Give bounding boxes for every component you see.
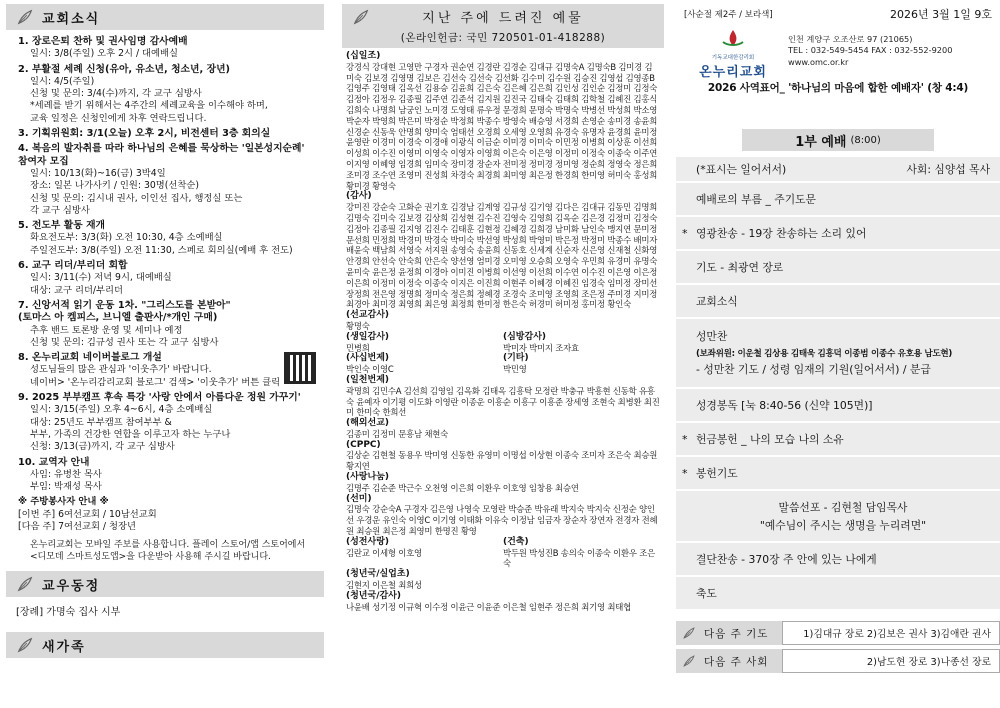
news-item-detail: 일시: 3/15(주일) 오후 4~6시, 4층 소예배실 대상: 25년도 부부캠프 참여부부 & 부부, 가족의 건강한 연합을 이루고자 하는 누구나 신청: 3/13(금)까지, 각 교구 심방사 (30, 404, 231, 453)
offering-category: (청년국/감사) (346, 590, 401, 601)
offering-names: 박인숙 이영C (346, 364, 394, 375)
news-item-title: 7. 신앙서적 읽기 운동 1차. "그리스도를 본받아" (토마스 아 켐피스, 브니엘 출판사/*개인 구매) (18, 299, 231, 324)
offering-category: (십일조) (346, 51, 381, 61)
worship-order-item (676, 285, 1000, 319)
worship-order-label: 축도 (696, 586, 717, 600)
offering-names: 나윤배 성기정 이규혁 이수정 이윤근 이윤준 이은철 임현주 정은희 최기영 최태협 (346, 601, 631, 612)
worship-order-label: * 헌금봉헌 _ 나의 모습 나의 소유 (696, 432, 844, 446)
next-week-label-box (676, 649, 782, 673)
offering-group (346, 591, 660, 613)
offering-names: 강경식 강대현 고영만 구경자 권순연 김경란 김경순 김대규 김명숙A 김명숙B 김미경 김미숙 김보경 김영명 김보은 김선숙 김선숙 김선화 김수미 김수원 김승진 김영섭 김영종B 김영주 김영태 김옥선 김용승 김윤희 김은숙 김은혜 김은희 김인성 김인순 김정미 김정숙 김정아 김정우 김종필 김주연 김준석 김지원 김진국 김태숙 김태희 김학철 김혜진 김홍식 김희숙 나명희 남궁인 노미경 도영태 류우정 문경희 문명숙 박명숙 박병선 박성희 박소영 박순자 박영희 박은미 박정순 박정희 박종수 방영숙 배승영 서경희 손영순 송미경 송윤희 신경순 신동욱 안명희 양미숙 엄태선 오경희 오세영 오영희 유경숙 유명자 윤경희 윤미정 윤영란 이경미 이경숙 이경애 이광식 이금순 이미경 이미숙 이민정 이병희 이상훈 이선희 이성희 이수진 이영미 이영숙 이영자 이영희 이은숙 이은영 이정미 이정숙 이종숙 이주연 이지영 이혜영 임경희 임미숙 장미경 장순자 전미정 정미경 정미영 정순희 정영숙 정은희 조미경 조수연 조영미 진성희 차경숙 최경희 최미영 최은정 한경희 한미영 허미숙 홍성희 황미경 황영숙 (346, 61, 658, 191)
worship-time: (8:00) (850, 134, 881, 146)
offering-group (346, 472, 660, 494)
mobile-bulletin-note: 온누리교회는 모바일 주보를 사용합니다. 플레이 스토어/앱 스토어에서 <디모데 스마트성도앱>을 다운받아 사용해 주시길 바랍니다. (30, 540, 306, 563)
offering-title: 지난 주에 드려진 예물 (422, 11, 584, 26)
bulletin-date: 2026년 3월 1일 9호 (890, 8, 992, 21)
offering-group (503, 537, 660, 569)
qr-code-icon (284, 352, 316, 384)
worship-order-label: 예배로의 부름 _ 주기도문 (696, 192, 816, 206)
news-item-title: 3. 기획위원회: 3/1(오늘) 오후 2시, 비전센터 3층 회의실 (18, 128, 271, 140)
offering-list (342, 48, 664, 612)
offering-group (346, 353, 503, 375)
worship-order-label: * 영광찬송 - 19장 찬송하는 소리 있어 (696, 226, 867, 240)
news-item (18, 300, 324, 349)
church-news-list (6, 36, 324, 493)
sermon-title: "예수님이 주시는 생명을 누리려면" (759, 518, 927, 532)
offering-group (346, 418, 660, 440)
member-news-text: [장례] 가명숙 집사 시부 (16, 607, 121, 619)
leaf-icon (16, 8, 34, 26)
news-item-title: 6. 교구 리더/부리더 회합 (18, 260, 128, 272)
offering-names: 박미자 박미지 조자효 (503, 342, 579, 353)
new-family-title: 새가족 (42, 639, 86, 655)
next-week-value: 1)김대규 장로 2)김보은 권사 3)김애란 권사 (782, 621, 1000, 645)
next-week-value: 2)남도현 장로 3)나종선 장로 (782, 649, 1000, 673)
logo-denomination: 기독교대한감리회 (711, 55, 755, 61)
news-item (18, 143, 324, 217)
worship-order-item (676, 319, 1000, 389)
offering-group (346, 191, 660, 310)
offering-header (342, 4, 664, 48)
leaf-icon (16, 575, 34, 593)
middle-column (338, 0, 668, 708)
offering-category: (건축) (503, 536, 529, 547)
worship-title: 1부 예배 (795, 134, 847, 150)
leaf-icon (682, 654, 696, 668)
leaf-icon (16, 636, 34, 654)
church-address: 인천 계양구 오조산로 97 (21065) (788, 33, 913, 44)
offering-names: 황명숙 (346, 320, 370, 331)
news-item-detail: 사임: 유병찬 목사 부임: 박재성 목사 (30, 468, 102, 493)
news-item-detail: 화요전도부: 3/3(화) 오전 10:30, 4층 소예배실 주일전도부: 3/8(주일) 오전 11:30, 스페로 회의실(예배 후 전도) (30, 232, 293, 256)
ministry-theme: 2026 사역표어_ '하나님의 마음에 합한 예배자' (창 4:4) (707, 82, 969, 94)
kitchen-service (6, 496, 324, 533)
church-news-header (6, 4, 324, 30)
offering-names: 김현지 이은철 최희성 (346, 580, 422, 591)
next-week-label: 다음 주 기도 (704, 627, 769, 640)
news-item (18, 352, 324, 389)
next-week-row (676, 649, 1000, 673)
offering-group (346, 310, 660, 332)
worship-order-item (676, 577, 1000, 611)
leaf-icon (352, 8, 370, 26)
offering-category: (청년국/실업초) (346, 569, 410, 580)
worship-leader: 사회: 심양섭 목사 (906, 162, 990, 176)
worship-order (676, 157, 1000, 611)
offering-category: (사십번제) (346, 353, 390, 364)
offering-group (346, 51, 660, 191)
offering-group (503, 332, 660, 354)
news-item (18, 392, 324, 453)
member-news-header (6, 571, 324, 597)
news-item-detail: 추후 밴드 토론방 운영 및 세미나 예정 신청 및 문의: 김규성 권사 또는 각 교구 심방사 (30, 324, 219, 348)
news-item (18, 260, 324, 297)
worship-order-label: 교회소식 (696, 294, 738, 308)
news-item (18, 64, 324, 125)
worship-order-label: 성경봉독 [눅 8:40-56 (신약 105면)] (696, 398, 873, 412)
offering-names: 곽명희 김민수A 김선희 김영임 김옥화 김태옥 김흥탁 모정란 박충규 박흥현 신동학 유흥숙 윤예자 이기평 이도화 이영란 이종운 이흥순 이흥구 이흥준 장세영 조현숙 최병환 최진미 한미숙 한희선 (346, 385, 660, 418)
offering-pair (346, 537, 660, 569)
news-item (18, 128, 324, 140)
news-item-detail: 일시: 3/8(주일) 오후 2시 / 대예배실 (30, 48, 178, 60)
offering-category: (감사) (346, 191, 372, 202)
kitchen-service-this-week: [이번 주] 6여선교회 / 10남선교회 (18, 508, 157, 520)
offering-category: (선교감사) (346, 310, 390, 321)
offering-category: (성전사랑) (346, 536, 390, 547)
next-week-row (676, 621, 1000, 645)
offering-group (503, 353, 660, 375)
offering-names: 박민영 (503, 364, 527, 375)
next-week-label-box (676, 621, 782, 645)
communion-assistants: (보좌위원: 이운철 김상용 김태욱 김흥덕 이종범 이종수 유호용 남도현) (696, 349, 952, 359)
worship-order-item (676, 491, 1000, 543)
logo-church-name: 온누리교회 (699, 65, 767, 80)
offering-category: (일천번제) (346, 374, 390, 385)
offering-names: 김명주 김순준 박근수 오천영 이은희 이환우 이호영 임창용 최승연 (346, 482, 579, 493)
offering-names: 강미진 강순숙 고화순 권기호 김경남 김계영 김규성 김기영 김다은 김대규 김동민 김명희 김명숙 김미숙 김보경 김상희 김성현 김수진 김영숙 김영희 김옥순 김은경 김정미 김정숙 김정아 김종필 김지영 김진수 김태훈 김현정 김혜경 김희경 남미화 남인숙 맹지연 문미정 문선희 민정희 박경미 박경숙 박미숙 박선영 박성희 박영미 박은정 박정미 박종수 배미자 배윤숙 백남희 서영숙 서지원 송영숙 송윤희 신동호 신세계 신순자 신은영 신재철 신화영 안경희 안선숙 안숙희 안은숙 양선영 엄미경 오미영 오승희 오영숙 우민희 유경미 유명숙 윤미숙 윤은정 윤정희 이경아 이미진 이병희 이선영 이선희 이수연 이수진 이은영 이은정 이은희 이정미 이정숙 이종숙 이지은 이진희 이현주 이혜경 이혜진 임경숙 임미정 장미선 장정희 전은영 정명희 정미숙 정은희 정혜경 조경숙 조미영 조영희 조은정 주미경 지미정 최경아 최미경 최영희 최은영 최정희 한미정 한은숙 허경미 허미정 홍미정 황인숙 (346, 202, 658, 310)
offering-category: (기타) (503, 353, 529, 364)
member-news-title: 교우동정 (42, 578, 101, 594)
worship-order-label: (*표시는 일어서서) (696, 162, 787, 176)
worship-order-item (676, 157, 1000, 183)
worship-order-item (676, 183, 1000, 217)
next-week-duty (676, 621, 1000, 673)
worship-order-item (676, 457, 1000, 491)
offering-group (346, 537, 503, 569)
offering-group (346, 569, 660, 591)
right-column (676, 0, 1000, 708)
offering-names: 김명숙 강순숙A 구경자 김은영 나영숙 모영란 박승준 박유래 박지숙 박지숙 신정순 양인선 우경운 유인숙 이영C 이기영 이태화 이유숙 이정남 임금자 장순자 장연자 전경자 전혜원 최승원 최은정 최영미 한명진 황영 (346, 504, 658, 537)
offering-group (346, 375, 660, 418)
news-item (18, 457, 324, 494)
kitchen-service-next-week: [다음 주] 7여선교회 / 청장년 (18, 520, 136, 532)
news-item (18, 36, 324, 61)
offering-category: (CPPC) (346, 439, 381, 450)
worship-order-item (676, 217, 1000, 251)
bulletin-header (676, 0, 1000, 95)
news-item-title: 9. 2025 부부캠프 후속 특강 '사랑 안에서 아름다운 정원 가꾸기' (18, 392, 301, 404)
news-item-detail: 성도님들의 많은 관심과 '이웃추가' 바랍니다. 네이버> '온누리감리교회 블로그' 검색> '이웃추가' 버튼 클릭 (30, 364, 281, 388)
worship-order-label: 결단찬송 - 370장 주 안에 있는 나에게 (696, 552, 877, 566)
church-website[interactable]: www.omc.or.kr (788, 56, 849, 67)
worship-order-item (676, 423, 1000, 457)
church-news-title: 교회소식 (42, 11, 101, 27)
worship-order-label: 성만찬 (696, 330, 728, 343)
church-contact (788, 34, 952, 69)
church-logo (684, 28, 782, 80)
left-column (0, 0, 330, 708)
cross-flame-icon (719, 28, 747, 50)
communion-prayer: - 성만찬 기도 / 성령 임재의 기원(일어서서) / 분급 (696, 363, 931, 376)
offering-names: 민병희 (346, 342, 370, 353)
offering-pair (346, 332, 660, 354)
news-item-title: 1. 장로은퇴 찬하 및 권사임명 감사예배 (18, 36, 188, 47)
news-item-title: 5. 전도부 활동 재개 (18, 220, 106, 232)
offering-category: (선미) (346, 493, 372, 504)
offering-group (346, 332, 503, 354)
offering-pair (346, 353, 660, 375)
worship-order-label: * 봉헌기도 (696, 466, 738, 480)
new-family-header (6, 632, 324, 658)
worship-order-item (676, 251, 1000, 285)
leaf-icon (682, 626, 696, 640)
offering-names: 박두원 박성진B 송의숙 이종숙 이환우 조은숙 (503, 547, 655, 569)
news-item-detail: 일시: 4/5(주일) 신청 및 문의: 3/4(수)까지, 각 교구 심방사 *세례를 받기 위해서는 4주간의 세례교육을 이수해야 하며, 교육 일정은 신청인에게 차후 연락드립니다. (30, 75, 268, 124)
offering-category: (생일감사) (346, 331, 390, 342)
worship-order-item (676, 543, 1000, 577)
online-account: (온라인헌금: 국민 720501-01-418288) (400, 32, 606, 44)
offering-category: (해외선교) (346, 418, 390, 429)
offering-names: 김상순 김현철 동용우 박미영 신동한 유영미 이명섭 이상현 이종숙 조미자 조은숙 최승원 황지연 (346, 450, 658, 472)
worship-order-item (676, 389, 1000, 423)
news-item-title: 4. 복음의 발자취를 따라 하나님의 은혜를 묵상하는 '일본성지순례' 참여자 모집 (18, 143, 305, 167)
worship-order-label: 기도 - 최광연 장로 (696, 260, 784, 274)
news-item-title: 8. 온누리교회 네이버블로그 개설 (18, 352, 162, 364)
next-week-label: 다음 주 사회 (704, 655, 769, 668)
offering-category: (심방감사) (503, 331, 547, 342)
news-item-detail: 일시: 3/11(수) 저녁 9시, 대예배실 대상: 교구 리더/부리더 (30, 272, 172, 296)
season-tag: [사순절 제2주 / 보라색] (684, 10, 773, 20)
news-item (18, 220, 324, 257)
news-item-title: 2. 부활절 세례 신청(유아, 유소년, 청소년, 장년) (18, 63, 231, 75)
offering-group (346, 440, 660, 472)
offering-names: 김종미 김정미 문흥남 채현숙 (346, 428, 449, 439)
offering-group (346, 494, 660, 537)
offering-names: 김란교 이세형 이호영 (346, 547, 422, 558)
offering-category: (사랑나눔) (346, 472, 390, 483)
news-item-detail: 일시: 10/13(화)~16(금) 3박4일 장소: 일본 나가사키 / 인원: 30명(선착순) 신청 및 문의: 김시내 권사, 이인선 집사, 행정실 또는 각 교구 심방사 (30, 167, 243, 216)
news-item-title: 10. 교역자 안내 (18, 456, 90, 468)
worship-order-label: 말씀선포 - 김현철 담임목사 (778, 500, 908, 514)
worship-header (676, 129, 1000, 151)
church-tel-fax: TEL : 032-549-5454 FAX : 032-552-9200 (788, 45, 953, 56)
kitchen-service-title: ※ 주방봉사자 안내 ※ (18, 496, 109, 508)
